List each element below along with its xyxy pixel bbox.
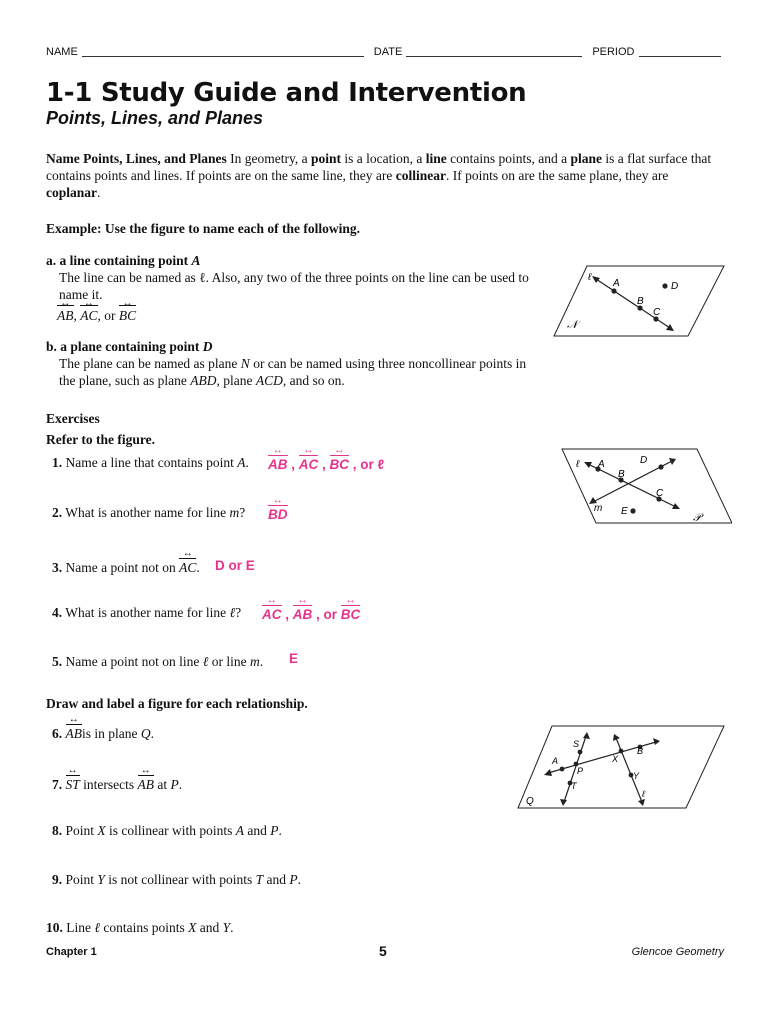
point-d — [658, 464, 663, 469]
question-var: P — [270, 823, 279, 838]
draw-figure — [516, 722, 726, 812]
label-c: C — [653, 307, 661, 318]
example-a-label — [46, 252, 201, 269]
footer-book: Glencoe Geometry — [631, 946, 724, 958]
example-b-label-text: b. a plane containing point — [46, 339, 203, 354]
question-var: X — [188, 920, 197, 935]
answer-line-ac: AC ↔ — [299, 453, 319, 472]
question-3 — [52, 556, 200, 576]
intro-heading: Name Points, Lines, and Planes — [46, 151, 227, 166]
question-text: at — [154, 777, 171, 792]
page-subtitle: Points, Lines, and Planes — [46, 108, 264, 128]
label-t: T — [571, 781, 577, 791]
line-ab-arrow — [544, 769, 552, 776]
exercises-heading-text: Exercises — [46, 411, 100, 426]
refer-text — [46, 431, 155, 448]
question-8 — [52, 823, 282, 839]
line-l-arrow — [638, 799, 645, 806]
question-text: and — [263, 872, 290, 887]
example-a-label-text: a. a line containing point — [46, 253, 192, 268]
answer-separator: , — [287, 457, 299, 472]
question-number: 9. — [52, 872, 63, 887]
question-var: ℓ — [202, 654, 209, 669]
question-text: contains points — [100, 920, 189, 935]
draw-heading-text: Draw and label a figure for each relationship. — [46, 696, 308, 711]
example-b-label — [46, 338, 213, 355]
label-a: A — [598, 459, 605, 470]
label-e: E — [621, 506, 628, 517]
point-e — [630, 508, 635, 513]
question-text: or line — [208, 654, 250, 669]
answer-2 — [268, 503, 288, 522]
question-punct: . — [230, 920, 234, 935]
point-a — [560, 767, 565, 772]
intro-text: is a location, a — [341, 151, 426, 166]
question-number: 4. — [52, 605, 63, 620]
separator: , or — [97, 308, 119, 323]
label-a: A — [552, 756, 559, 766]
question-number: 8. — [52, 823, 63, 838]
line-name-bc: BC ↔ — [119, 303, 136, 324]
label-l: ℓ — [588, 272, 592, 283]
answer-line-ab: AB ↔ — [293, 603, 313, 622]
question-text: and — [196, 920, 223, 935]
intro-text: contains points, and a — [446, 151, 571, 166]
footer-page-number: 5 — [379, 943, 387, 959]
label-plane-n: 𝒩 — [567, 319, 578, 331]
question-text: is collinear with points — [105, 823, 236, 838]
label-x: X — [612, 754, 619, 764]
page-title: 1-1 Study Guide and Intervention — [46, 78, 527, 108]
point-a — [611, 288, 616, 293]
line-st-arrow — [560, 799, 567, 806]
question-var: P — [289, 872, 298, 887]
question-var: P — [170, 777, 179, 792]
question-var: T — [255, 872, 264, 887]
example-heading-text: Example: Use the figure to name each of the following. — [46, 221, 360, 236]
line-l — [596, 279, 670, 328]
term-coplanar: coplanar — [46, 185, 98, 200]
question-punct: ? — [235, 605, 242, 620]
answer-3: D or E — [215, 558, 255, 573]
label-y: Y — [633, 771, 640, 781]
answer-5: E — [289, 651, 299, 666]
question-number: 5. — [52, 654, 63, 669]
answer-line-bc: BC ↔ — [330, 453, 350, 472]
period-label: PERIOD — [592, 46, 635, 58]
line-l-arrow — [592, 276, 600, 283]
label-l: ℓ — [642, 789, 645, 799]
example-a-text: The line can be named as ℓ. Also, any two of the three points on the line can be used to name it. — [59, 270, 529, 302]
term-line: line — [425, 151, 447, 166]
example-b-text — [59, 355, 545, 389]
point-x — [619, 749, 624, 754]
question-text: intersects — [79, 777, 138, 792]
question-4 — [52, 605, 241, 621]
answer-line-ac: AC ↔ — [262, 603, 282, 622]
question-text: Name a point not on — [62, 560, 180, 575]
answer-separator: , or — [312, 607, 341, 622]
line-name-ac: AC ↔ — [80, 303, 97, 324]
question-var: Q — [140, 726, 151, 741]
intro-text: is a flat surface that contains points and lines. If points are on the same line, they are — [46, 151, 712, 183]
line-name-ab: AB ↔ — [57, 303, 74, 324]
plane-abd: ABD — [190, 373, 217, 388]
line-ab-arrow — [653, 738, 660, 745]
intro-text: . — [97, 185, 101, 200]
question-text: Name a line that contains point — [62, 455, 238, 470]
question-text: and — [244, 823, 271, 838]
plane-acd: ACD — [255, 373, 283, 388]
question-var: X — [97, 823, 106, 838]
question-punct: . — [297, 872, 302, 887]
example-b-text-2: or can be named using three noncollinear points in the plane, such as plane — [59, 356, 527, 388]
question-text: Line — [62, 920, 95, 935]
question-number: 7. — [52, 777, 63, 792]
label-b: B — [637, 296, 644, 307]
question-text: is not collinear with points — [104, 872, 256, 887]
question-var: ℓ — [229, 605, 236, 620]
label-m: m — [594, 503, 603, 514]
question-text: What is another name for line — [62, 505, 230, 520]
question-6 — [52, 722, 154, 742]
question-punct: . — [245, 455, 249, 470]
label-l: ℓ — [576, 459, 580, 470]
answer-separator: , or — [349, 457, 378, 472]
example-b-var: D — [202, 339, 213, 354]
date-field[interactable] — [406, 47, 582, 57]
period-field[interactable] — [639, 47, 721, 57]
draw-heading — [46, 695, 308, 712]
point-s — [578, 750, 583, 755]
question-text: Point — [62, 872, 98, 887]
question-number: 3. — [52, 560, 63, 575]
question-text: is in plane — [82, 726, 141, 741]
name-field[interactable] — [82, 47, 364, 57]
answer-4 — [262, 603, 360, 622]
example-a-answer — [57, 303, 136, 324]
example-heading — [46, 220, 360, 237]
question-number: 2. — [52, 505, 63, 520]
question-5 — [52, 654, 263, 670]
intro-text: . If points on are the same plane, they are — [446, 168, 669, 183]
question-2 — [52, 505, 245, 521]
question-number: 6. — [52, 726, 63, 741]
name-label: NAME — [46, 46, 78, 58]
label-d: D — [640, 455, 648, 466]
question-number: 1. — [52, 455, 63, 470]
question-var: A — [235, 823, 244, 838]
label-plane-p: 𝒫 — [693, 512, 701, 524]
label-plane-q: Q — [526, 796, 534, 807]
intro-paragraph — [46, 150, 726, 201]
question-punct: . — [150, 726, 154, 741]
question-var: A — [237, 455, 246, 470]
label-d: D — [671, 281, 679, 292]
footer-chapter: Chapter 1 — [46, 946, 97, 958]
intro-text: In geometry, a — [226, 151, 311, 166]
question-var: Y — [97, 872, 105, 887]
example-figure — [552, 262, 732, 342]
question-line-ab: AB ↔ — [66, 722, 83, 742]
question-line-ac: AC ↔ — [179, 556, 196, 576]
example-a-var: A — [191, 253, 201, 268]
question-punct: . — [259, 654, 264, 669]
question-7 — [52, 773, 182, 793]
question-number: 10. — [46, 920, 63, 935]
term-point: point — [311, 151, 342, 166]
answer-line-l: ℓ — [377, 457, 385, 472]
question-10 — [46, 920, 234, 936]
exercises-heading — [46, 410, 100, 427]
question-text: Name a point not on line — [62, 654, 203, 669]
answer-line-bc: BC ↔ — [341, 603, 361, 622]
question-9 — [52, 872, 301, 888]
date-label: DATE — [373, 46, 403, 58]
question-var: ℓ — [94, 920, 100, 935]
answer-line-ab: AB ↔ — [268, 453, 288, 472]
label-b: B — [618, 469, 625, 480]
point-d — [662, 283, 667, 288]
question-punct: ? — [239, 505, 246, 520]
separator: , — [73, 308, 81, 323]
term-plane: plane — [570, 151, 603, 166]
example-b-text-4: , and so on. — [282, 373, 345, 388]
question-var: m — [229, 505, 240, 520]
label-s: S — [573, 739, 580, 749]
question-punct: . — [196, 560, 200, 575]
question-text: Point — [62, 823, 98, 838]
label-b: B — [637, 746, 644, 756]
exercise-figure — [560, 445, 732, 529]
label-a: A — [613, 278, 620, 289]
term-collinear: collinear — [395, 168, 447, 183]
question-1 — [52, 455, 249, 471]
question-punct: . — [278, 823, 282, 838]
question-line-ab: AB ↔ — [138, 773, 155, 793]
label-c: C — [656, 488, 664, 499]
refer-text-bold: Refer to the figure. — [46, 432, 155, 447]
label-p: P — [577, 766, 584, 776]
answer-1 — [268, 453, 384, 472]
answer-separator: , — [318, 457, 330, 472]
question-text: What is another name for line — [62, 605, 230, 620]
plane-q-outline — [518, 726, 724, 808]
question-line-st: ST ↔ — [66, 773, 80, 793]
question-var: Y — [222, 920, 231, 935]
line-l — [588, 464, 676, 507]
answer-separator: , — [281, 607, 293, 622]
example-b-text-1: The plane can be named as plane — [59, 356, 241, 371]
question-var: m — [249, 654, 260, 669]
example-b-text-3: , plane — [216, 373, 256, 388]
line-st-arrow — [583, 732, 590, 739]
plane-n: N — [240, 356, 250, 371]
question-punct: . — [178, 777, 183, 792]
answer-line-bd: BD ↔ — [268, 503, 288, 522]
line-l-arrow — [666, 324, 674, 331]
student-info-header — [46, 46, 726, 58]
